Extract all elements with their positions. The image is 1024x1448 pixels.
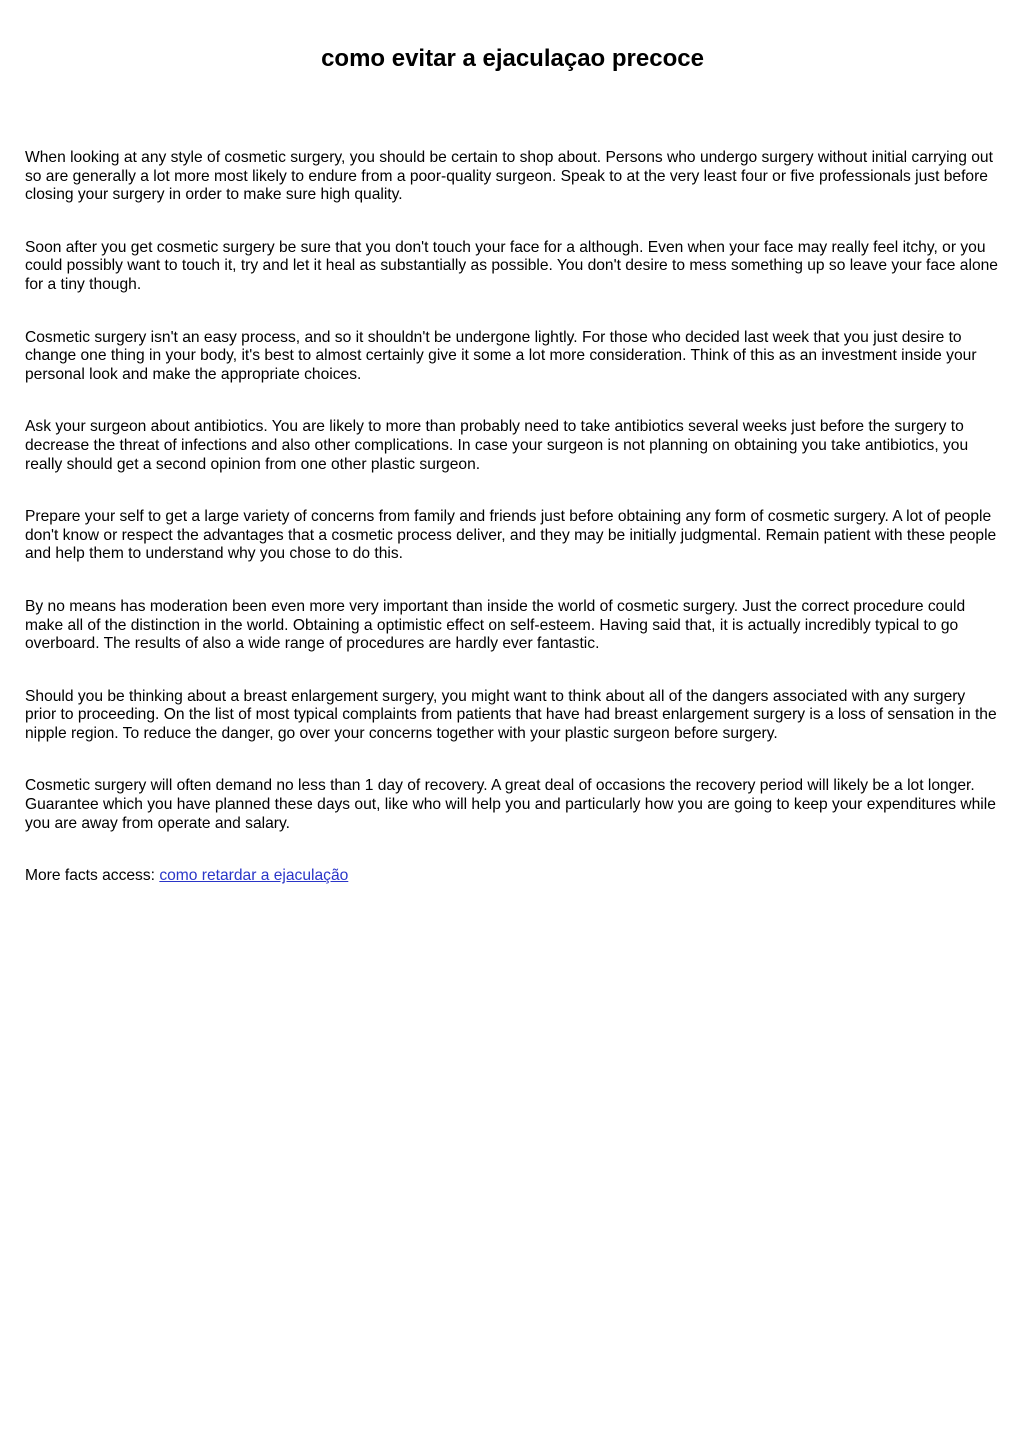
more-facts-link[interactable]: como retardar a ejaculação [159,867,349,885]
more-facts-line [25,867,1000,886]
paragraph-7: Should you be thinking about a breast enlargement surgery, you might want to think about all of the dangers associated with any surgery prior to proceeding. On the list of most typical complaints from patients that have had breast enlargement surgery is a loss of sensation in the nipple region. To reduce the danger, go over your concerns together with your plastic surgeon before surgery. [25,687,997,742]
document-body [25,149,1000,886]
paragraph-2: Soon after you get cosmetic surgery be sure that you don't touch your face for a although. Even when your face may really feel itchy, or you could possibly want to touch it, try and let it heal as substantially as possible. You don't desire to mess something up so leave your face alone for a tiny though. [25,238,998,293]
page-title: como evitar a ejaculaçao precoce [321,45,704,72]
paragraph-3: Cosmetic surgery isn't an easy process, and so it shouldn't be undergone lightly. For those who decided last week that you just desire to change one thing in your body, it's best to almost certainly give it some a lot more consideration. Think of this as an investment inside your personal look and make the appropriate choices. [25,328,977,383]
paragraph-4: Ask your surgeon about antibiotics. You are likely to more than probably need to take antibiotics several weeks just before the surgery to decrease the threat of infections and also other complications. In case your surgeon is not planning on obtaining you take antibiotics, you really should get a second opinion from one other plastic surgeon. [25,418,969,473]
more-facts-label: More facts access: [25,867,160,885]
paragraph-1: When looking at any style of cosmetic surgery, you should be certain to shop about. Persons who undergo surgery without initial carrying out so are generally a lot more most likely to endure from a poor-quality surgeon. Speak to at the very least four or five professionals just before closing your surgery in order to make sure high quality. [25,149,993,204]
paragraph-8: Cosmetic surgery will often demand no less than 1 day of recovery. A great deal of occasions the recovery period will likely be a lot longer. Guarantee which you have planned these days out, like who will help you and particularly how you are going to keep your expenditures while you are away from operate and salary. [25,777,996,832]
paragraph-6: By no means has moderation been even more very important than inside the world of cosmetic surgery. Just the correct procedure could make all of the distinction in the world. Obtaining a optimistic effect on self-esteem. Having said that, it is actually incredibly typical to go overboard. The results of also a wide range of procedures are hardly ever fantastic. [25,597,966,653]
paragraph-5: Prepare your self to get a large variety of concerns from family and friends just before obtaining any form of cosmetic surgery. A lot of people don't know or respect the advantages that a cosmetic process deliver, and they may be initially judgmental. Remain patient with these people and help them to understand why you chose to do this. [25,508,997,563]
